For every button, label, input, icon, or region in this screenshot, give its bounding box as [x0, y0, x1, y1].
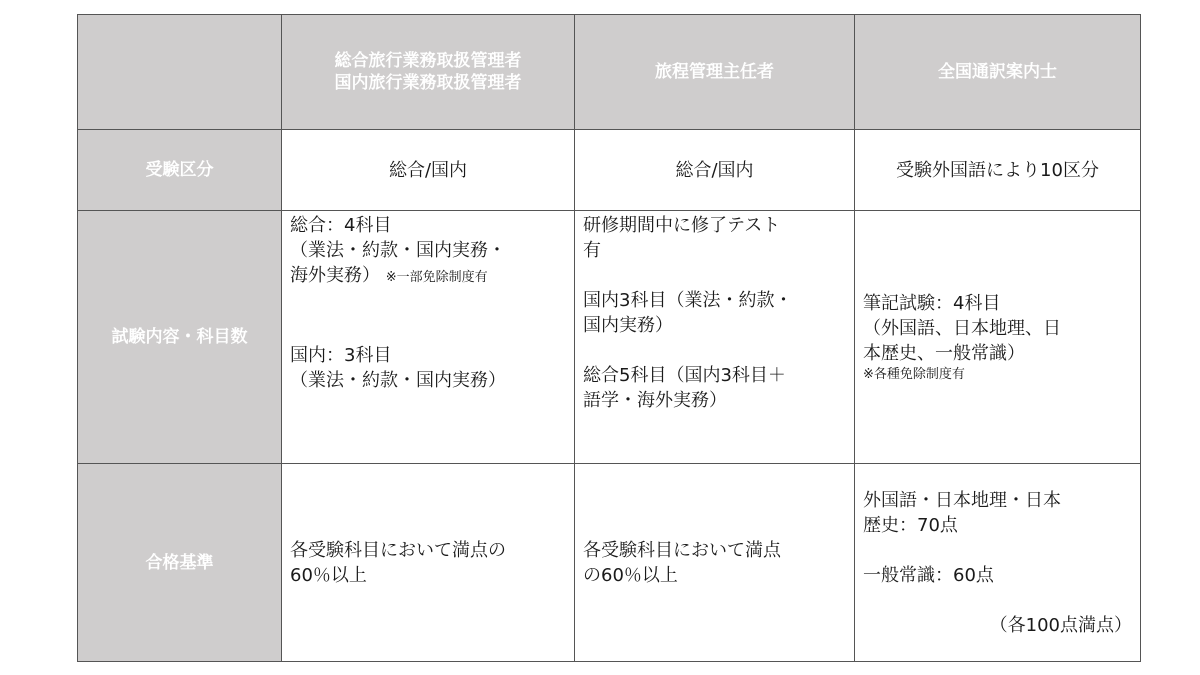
pc3-line1: 外国語・日本地理・日本 — [863, 489, 1061, 511]
qualification-comparison-table — [77, 14, 1141, 662]
tc-line2: 有 — [583, 240, 601, 261]
row-exam-content — [78, 211, 1141, 464]
gi-line2: （外国語、日本地理、日 — [863, 317, 1061, 339]
gi-exemption-note: ※各種免除制度有 — [863, 366, 965, 382]
tc-line1: 研修期間中に修了テスト — [583, 215, 781, 236]
tc-line3: 国内3科目（業法・約款・ — [583, 290, 793, 311]
tc-line6: 語学・海外実務） — [583, 390, 727, 411]
pc1-line1: 各受験科目において満点の — [290, 539, 506, 561]
exam-category-guide-interpreter: 受験外国語により10区分 — [855, 130, 1141, 211]
pc1-line2: 60％以上 — [290, 564, 367, 586]
header-travel-manager-line2: 国内旅行業務取扱管理者 — [334, 73, 522, 93]
tc-line5: 総合5科目（国内3科目＋ — [583, 365, 786, 386]
row-label-exam-content: 試験内容・科目数 — [78, 211, 282, 464]
sogo-subjects-2: 海外実務） — [290, 265, 380, 286]
header-row — [78, 15, 1141, 130]
sogo-title: 総合：4科目 — [290, 215, 392, 236]
row-label-pass-criteria: 合格基準 — [78, 464, 282, 662]
spacer — [290, 288, 566, 343]
row-label-exam-category: 受験区分 — [78, 130, 282, 211]
exam-content-guide-interpreter — [855, 211, 1141, 464]
row-pass-criteria — [78, 464, 1141, 662]
kokunai-subjects: （業法・約款・国内実務） — [290, 370, 506, 391]
pc2-line1: 各受験科目において満点 — [583, 539, 781, 561]
gi-line3: 本歴史、一般常識） — [863, 342, 1025, 364]
header-tour-conductor: 旅程管理主任者 — [575, 15, 855, 130]
corner-header-cell — [78, 15, 282, 130]
pc2-line2: の60％以上 — [583, 564, 678, 586]
exam-content-tour-conductor — [575, 211, 855, 464]
sogo-subjects-1: （業法・約款・国内実務・ — [290, 240, 506, 261]
spacer — [583, 263, 846, 288]
sogo-exemption-note: ※一部免除制度有 — [385, 270, 488, 285]
pc3-line2: 歴史：70点 — [863, 514, 958, 536]
header-travel-manager-line1: 総合旅行業務取扱管理者 — [334, 51, 522, 71]
exam-category-tour-conductor: 総合/国内 — [575, 130, 855, 211]
sogo-subjects-2-wrapper — [290, 263, 566, 288]
pass-criteria-tour-conductor — [575, 464, 855, 662]
gi-line1: 筆記試験：4科目 — [863, 292, 1001, 314]
spacer — [863, 588, 1132, 613]
kokunai-title: 国内：3科目 — [290, 345, 392, 366]
pc3-line3: 一般常識：60点 — [863, 564, 994, 586]
spacer — [583, 338, 846, 363]
header-guide-interpreter: 全国通訳案内士 — [855, 15, 1141, 130]
spacer — [863, 538, 1132, 563]
exam-category-travel-manager: 総合/国内 — [282, 130, 575, 211]
tc-line4: 国内実務） — [583, 315, 673, 336]
exam-content-travel-manager — [282, 211, 575, 464]
row-exam-category — [78, 130, 1141, 211]
header-travel-manager — [282, 15, 575, 130]
pass-criteria-guide-interpreter — [855, 464, 1141, 662]
pc3-line4: （各100点満点） — [989, 614, 1132, 636]
pass-criteria-travel-manager — [282, 464, 575, 662]
